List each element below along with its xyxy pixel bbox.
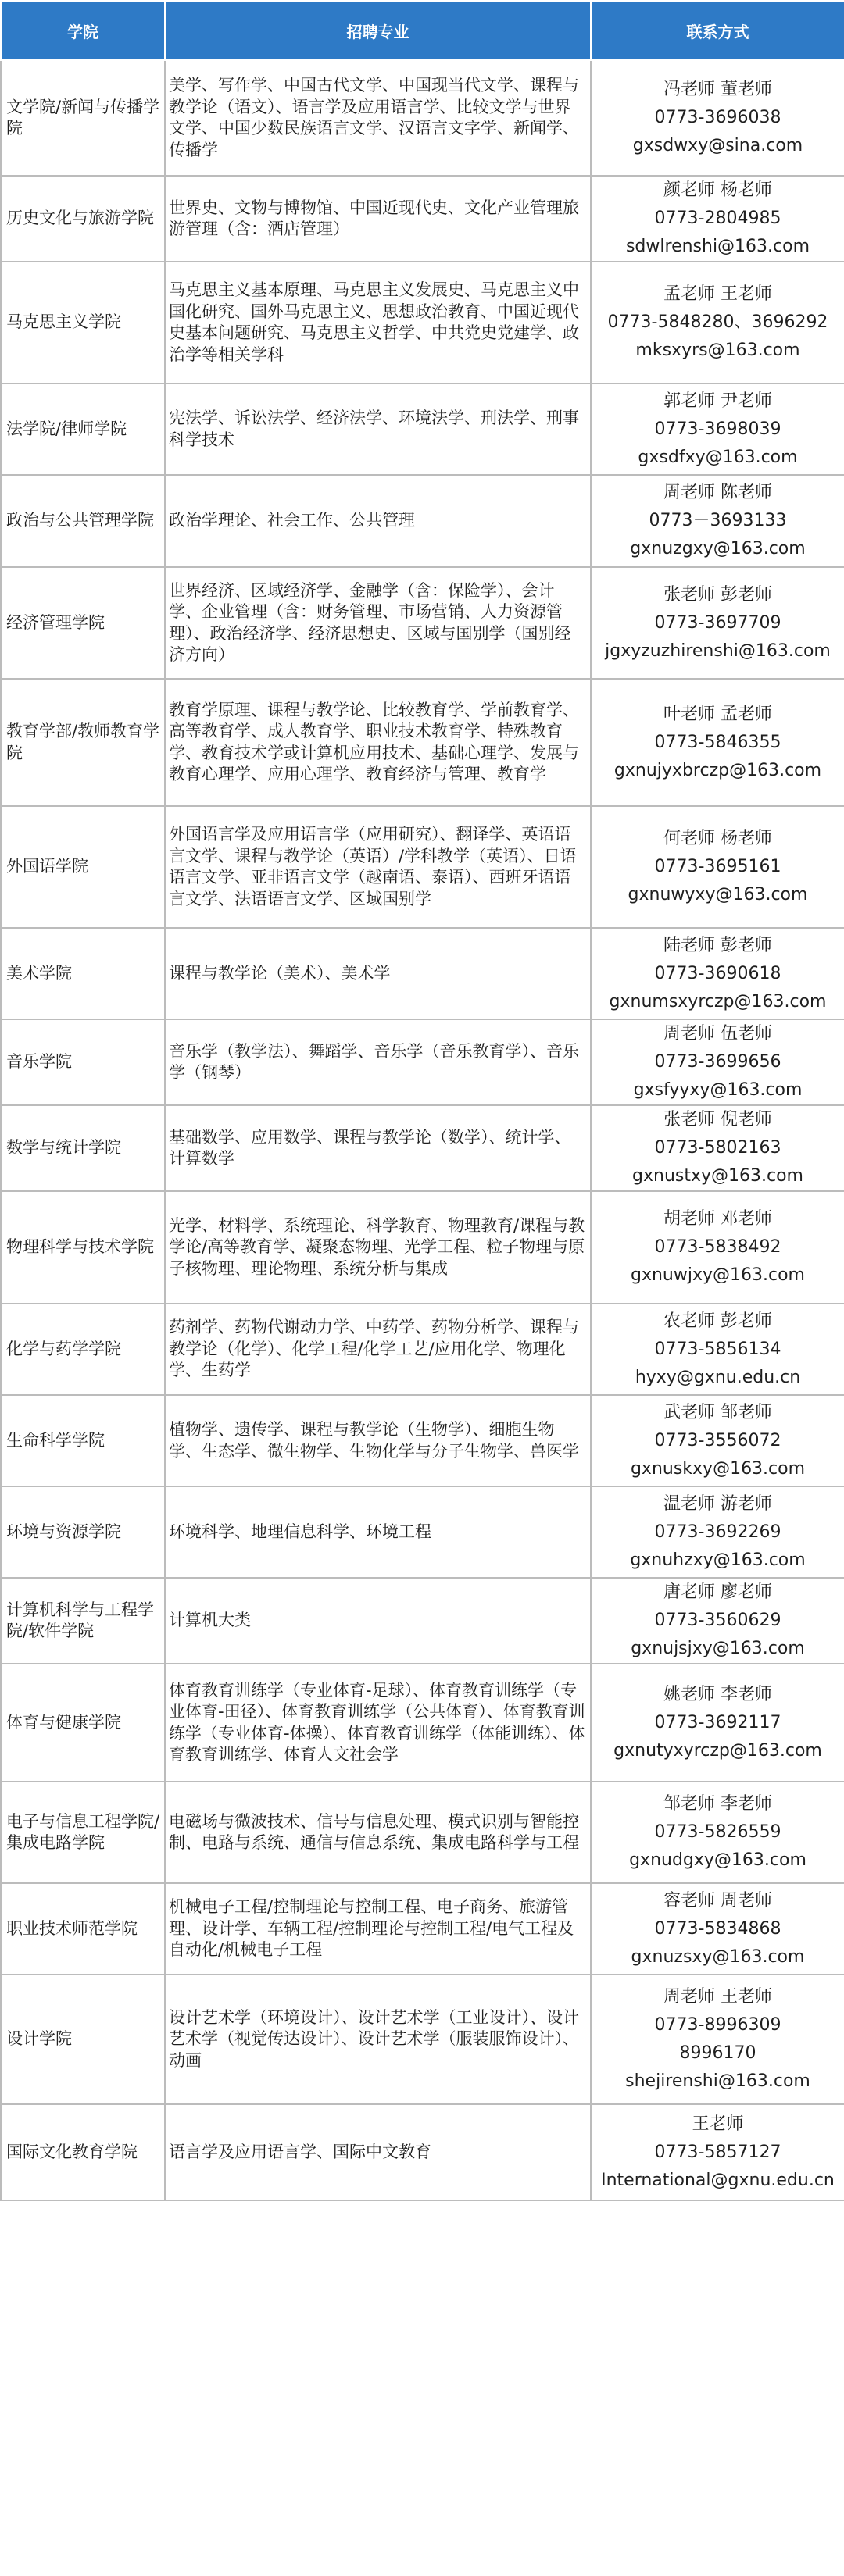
- contact-teachers: 农老师 彭老师: [663, 1311, 772, 1331]
- table-row: [1, 2104, 844, 2200]
- header-college: 学院: [1, 1, 165, 60]
- contact-teachers: 胡老师 邓老师: [663, 1209, 772, 1229]
- table-body: [1, 60, 844, 2200]
- college-cell: 外国语学院: [1, 806, 165, 928]
- college-cell: 数学与统计学院: [1, 1105, 165, 1191]
- table-row: [1, 1395, 844, 1486]
- majors-cell: 马克思主义基本原理、马克思主义发展史、马克思主义中国化研究、国外马克思主义、思想政治教育、中国近现代史基本问题研究、马克思主义哲学、中共党史党建学、政治学等相关学科: [165, 262, 591, 384]
- contact-email[interactable]: shejirenshi@163.com: [625, 2071, 810, 2091]
- majors-cell: 外国语言学及应用语言学（应用研究）、翻译学、英语语言文学、课程与教学论（英语）/学科教学（英语）、日语语言文学、亚非语言文学（越南语、泰语）、西班牙语语言文学、法语语言文学、区域国别学: [165, 806, 591, 928]
- college-cell: 政治与公共管理学院: [1, 475, 165, 567]
- majors-cell: 世界经济、区域经济学、金融学（含：保险学）、会计学、企业管理（含：财务管理、市场营销、人力资源管理）、政治经济学、经济思想史、区域与国别学（国别经济方向）: [165, 567, 591, 679]
- contact-phone: 0773-3698039: [654, 419, 781, 439]
- college-cell: 职业技术师范学院: [1, 1883, 165, 1975]
- college-cell: 计算机科学与工程学院/软件学院: [1, 1578, 165, 1664]
- contact-email[interactable]: sdwlrenshi@163.com: [625, 237, 810, 256]
- table-row: [1, 475, 844, 567]
- table-row: [1, 567, 844, 679]
- contact-cell: [591, 806, 844, 928]
- contact-teachers: 温老师 游老师: [663, 1493, 772, 1514]
- contact-teachers: 郭老师 尹老师: [663, 391, 772, 411]
- contact-cell: [591, 2104, 844, 2200]
- contact-email[interactable]: gxnustxy@163.com: [632, 1166, 803, 1186]
- contact-cell: [591, 475, 844, 567]
- contact-phone: 0773-3690618: [654, 963, 781, 983]
- majors-cell: 宪法学、诉讼法学、经济法学、环境法学、刑法学、刑事科学技术: [165, 384, 591, 475]
- contact-email[interactable]: gxsfyyxy@163.com: [633, 1080, 803, 1100]
- college-cell: 马克思主义学院: [1, 262, 165, 384]
- table-row: [1, 1486, 844, 1578]
- contact-email[interactable]: mksxyrs@163.com: [635, 341, 800, 360]
- contact-phone: 0773－3693133: [649, 511, 787, 530]
- contact-phone: 0773-5857127: [654, 2142, 781, 2162]
- majors-cell: 设计艺术学（环境设计）、设计艺术学（工业设计）、设计艺术学（视觉传达设计）、设计艺术学（服装服饰设计）、动画: [165, 1975, 591, 2104]
- college-cell: 化学与药学学院: [1, 1304, 165, 1395]
- contact-email[interactable]: jgxyzuzhirenshi@163.com: [605, 640, 831, 661]
- header-row: [1, 1, 844, 60]
- contact-cell: [591, 60, 844, 176]
- contact-cell: [591, 1395, 844, 1486]
- majors-cell: 教育学原理、课程与教学论、比较教育学、学前教育学、高等教育学、成人教育学、职业技术教育学、特殊教育学、教育技术学或计算机应用技术、基础心理学、发展与教育心理学、应用心理学、教育经济与管理、教育学: [165, 679, 591, 806]
- majors-cell: 机械电子工程/控制理论与控制工程、电子商务、旅游管理、设计学、车辆工程/控制理论与控制工程/电气工程及自动化/机械电子工程: [165, 1883, 591, 1975]
- contact-phone: 0773-2804985: [654, 209, 781, 228]
- contact-email[interactable]: gxnumsxyrczp@163.com: [609, 991, 827, 1011]
- contact-phone: 0773-3692269: [654, 1522, 781, 1542]
- contact-email[interactable]: gxsdwxy@sina.com: [632, 136, 803, 155]
- contact-phone: 0773-5834868: [654, 1918, 781, 1939]
- college-cell: 环境与资源学院: [1, 1486, 165, 1578]
- college-cell: 法学院/律师学院: [1, 384, 165, 475]
- college-cell: 国际文化教育学院: [1, 2104, 165, 2200]
- majors-cell: 课程与教学论（美术）、美术学: [165, 928, 591, 1019]
- table-row: [1, 1019, 844, 1105]
- contact-cell: [591, 679, 844, 806]
- table-row: [1, 384, 844, 475]
- table-row: [1, 928, 844, 1019]
- majors-cell: 光学、材料学、系统理论、科学教育、物理教育/课程与教学论/高等教育学、凝聚态物理、光学工程、粒子物理与原子核物理、理论物理、系统分析与集成: [165, 1191, 591, 1304]
- table-row: [1, 806, 844, 928]
- header-contact: 联系方式: [591, 1, 844, 60]
- majors-cell: 语言学及应用语言学、国际中文教育: [165, 2104, 591, 2200]
- contact-teachers: 周老师 伍老师: [663, 1024, 772, 1044]
- contact-cell: [591, 1782, 844, 1883]
- contact-phone: 0773-3699656: [654, 1052, 781, 1072]
- contact-cell: [591, 1578, 844, 1664]
- contact-teachers: 邹老师 李老师: [663, 1794, 772, 1814]
- college-cell: 生命科学学院: [1, 1395, 165, 1486]
- majors-cell: 计算机大类: [165, 1578, 591, 1664]
- contact-cell: [591, 1304, 844, 1395]
- table-row: [1, 1782, 844, 1883]
- contact-teachers: 陆老师 彭老师: [663, 935, 772, 955]
- contact-teachers: 颜老师 杨老师: [663, 180, 772, 200]
- contact-cell: [591, 262, 844, 384]
- majors-cell: 电磁场与微波技术、信号与信息处理、模式识别与智能控制、电路与系统、通信与信息系统、集成电路科学与工程: [165, 1782, 591, 1883]
- contact-cell: [591, 1019, 844, 1105]
- contact-cell: [591, 1664, 844, 1782]
- table-row: [1, 1191, 844, 1304]
- contact-phone: 0773-3696038: [654, 108, 781, 127]
- contact-email[interactable]: gxsdfxy@163.com: [638, 447, 798, 467]
- contact-cell: [591, 567, 844, 679]
- contact-phone: 0773-5826559: [654, 1822, 781, 1842]
- contact-email[interactable]: gxnuwyxy@163.com: [628, 885, 808, 904]
- contact-phone: 0773-8996309: [654, 2015, 781, 2035]
- contact-phone: 0773-5846355: [654, 732, 781, 752]
- contact-teachers: 冯老师 董老师: [663, 80, 772, 99]
- contact-teachers: 孟老师 王老师: [663, 284, 772, 304]
- table-row: [1, 60, 844, 176]
- majors-cell: 环境科学、地理信息科学、环境工程: [165, 1486, 591, 1578]
- contact-phone: 0773-5802163: [654, 1138, 781, 1158]
- table-row: [1, 1578, 844, 1664]
- contact-phone: 0773-5856134: [654, 1339, 781, 1359]
- table-row: [1, 1664, 844, 1782]
- majors-cell: 植物学、遗传学、课程与教学论（生物学）、细胞生物学、生态学、微生物学、生物化学与分子生物学、兽医学: [165, 1395, 591, 1486]
- college-cell: 设计学院: [1, 1975, 165, 2104]
- contact-phone: 8996170: [679, 2043, 756, 2063]
- header-majors: 招聘专业: [165, 1, 591, 60]
- table-row: [1, 1105, 844, 1191]
- contact-email[interactable]: International@gxnu.edu.cn: [601, 2170, 835, 2190]
- contact-email[interactable]: gxnutyxyrczp@163.com: [613, 1740, 822, 1761]
- contact-phone: 0773-5838492: [654, 1237, 781, 1257]
- college-cell: 电子与信息工程学院/集成电路学院: [1, 1782, 165, 1883]
- contact-email[interactable]: gxnuwjxy@163.com: [631, 1265, 805, 1285]
- college-cell: 文学院/新闻与传播学院: [1, 60, 165, 176]
- contact-phone: 0773-3556072: [654, 1430, 781, 1450]
- contact-cell: [591, 176, 844, 262]
- contact-cell: [591, 1191, 844, 1304]
- contact-email[interactable]: gxnuzgxy@163.com: [630, 539, 806, 558]
- contact-teachers: 周老师 陈老师: [663, 483, 772, 502]
- majors-cell: 世界史、文物与博物馆、中国近现代史、文化产业管理旅游管理（含：酒店管理）: [165, 176, 591, 262]
- majors-cell: 药剂学、药物代谢动力学、中药学、药物分析学、课程与教学论（化学）、化学工程/化学工艺/应用化学、物理化学、生药学: [165, 1304, 591, 1395]
- majors-cell: 音乐学（教学法）、舞蹈学、音乐学（音乐教育学）、音乐学（钢琴）: [165, 1019, 591, 1105]
- contact-cell: [591, 1486, 844, 1578]
- contact-phone: 0773-5848280、3696292: [607, 312, 828, 332]
- contact-phone: 0773-3697709: [654, 612, 781, 633]
- contact-teachers: 姚老师 李老师: [663, 1684, 772, 1704]
- college-cell: 历史文化与旅游学院: [1, 176, 165, 262]
- contact-email[interactable]: gxnuhzxy@163.com: [630, 1550, 806, 1570]
- contact-phone: 0773-3695161: [654, 857, 781, 876]
- college-cell: 美术学院: [1, 928, 165, 1019]
- contact-phone: 0773-3692117: [654, 1712, 781, 1732]
- contact-teachers: 唐老师 廖老师: [663, 1582, 772, 1602]
- table-row: [1, 1883, 844, 1975]
- contact-email[interactable]: gxnuzsxy@163.com: [631, 1946, 805, 1967]
- contact-teachers: 武老师 邹老师: [663, 1402, 772, 1422]
- contact-teachers: 容老师 周老师: [663, 1890, 772, 1911]
- contact-cell: [591, 1975, 844, 2104]
- contact-teachers: 张老师 倪老师: [663, 1110, 772, 1129]
- contact-teachers: 张老师 彭老师: [663, 584, 772, 605]
- majors-cell: 美学、写作学、中国古代文学、中国现当代文学、课程与教学论（语文）、语言学及应用语言学、比较文学与世界文学、中国少数民族语言文学、汉语言文字学、新闻学、传播学: [165, 60, 591, 176]
- contact-teachers: 何老师 杨老师: [663, 829, 772, 848]
- contact-cell: [591, 384, 844, 475]
- table-row: [1, 262, 844, 384]
- contact-cell: [591, 928, 844, 1019]
- contact-cell: [591, 1105, 844, 1191]
- contact-email[interactable]: gxnuskxy@163.com: [630, 1458, 806, 1479]
- table-row: [1, 679, 844, 806]
- contact-teachers: 周老师 王老师: [663, 1987, 772, 2007]
- table-row: [1, 1975, 844, 2104]
- majors-cell: 体育教育训练学（专业体育-足球）、体育教育训练学（专业体育-田径）、体育教育训练学（公共体育）、体育教育训练学（专业体育-体操）、体育教育训练学（体能训练）、体育教育训练学、体育人文社会学: [165, 1664, 591, 1782]
- college-cell: 音乐学院: [1, 1019, 165, 1105]
- table-row: [1, 176, 844, 262]
- contact-email[interactable]: gxnujyxbrczp@163.com: [613, 760, 822, 780]
- college-cell: 体育与健康学院: [1, 1664, 165, 1782]
- contact-email[interactable]: gxnudgxy@163.com: [629, 1850, 806, 1870]
- contact-teachers: 王老师: [692, 2114, 744, 2134]
- contact-cell: [591, 1883, 844, 1975]
- contact-email[interactable]: hyxy@gxnu.edu.cn: [635, 1367, 801, 1387]
- contact-phone: 0773-3560629: [654, 1611, 781, 1630]
- contact-teachers: 叶老师 孟老师: [663, 704, 772, 724]
- contact-email[interactable]: gxnujsjxy@163.com: [631, 1639, 805, 1658]
- majors-cell: 基础数学、应用数学、课程与教学论（数学）、统计学、计算数学: [165, 1105, 591, 1191]
- college-cell: 物理科学与技术学院: [1, 1191, 165, 1304]
- majors-cell: 政治学理论、社会工作、公共管理: [165, 475, 591, 567]
- college-cell: 教育学部/教师教育学院: [1, 679, 165, 806]
- table-row: [1, 1304, 844, 1395]
- college-cell: 经济管理学院: [1, 567, 165, 679]
